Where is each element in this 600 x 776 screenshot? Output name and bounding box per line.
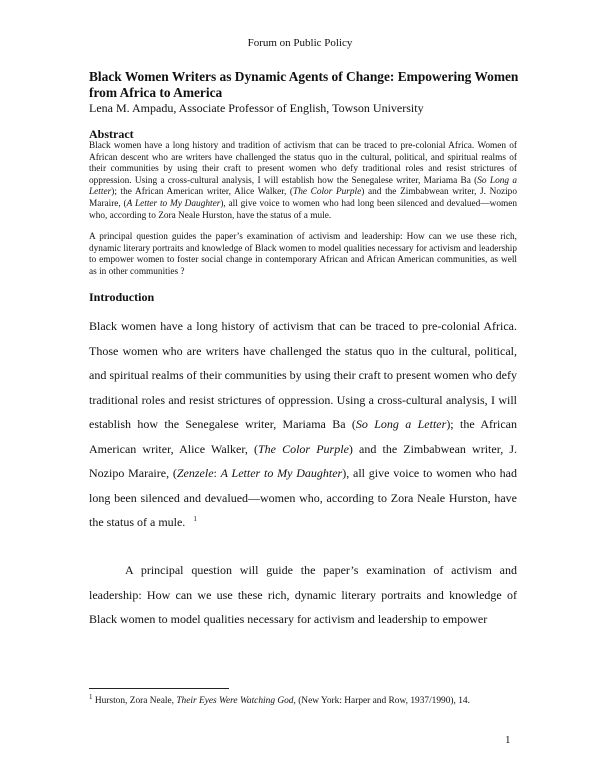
body-text: ) and the Zimbabwean writer, J. Nozipo Maraire, ( (89, 441, 518, 480)
book-title-italic: The Color Purple (257, 441, 349, 456)
footnote-divider (89, 688, 229, 689)
page-number: 1 (505, 734, 511, 746)
abstract-text: ); the African American writer, Alice Walker, ( (111, 187, 294, 198)
footnote-reference[interactable]: 1 (193, 515, 197, 523)
body-text: ), all give voice to women who had long been silenced and devalued—women who, according to Zora Neale Hurston, have the status of a mule. (89, 466, 518, 529)
abstract-text: Black women have a long history and tradition of activism that can be traced to pre-colonial Africa. Women of African descent who are writers have challenged the status quo in the cultural, political, and spiritual realms of their communities by using their craft to present women who defy traditional roles and resist strictures of oppression. Using a cross-cultural analysis, I will establish how the Senegalese writer, Mariama Ba ( (89, 141, 517, 186)
footnote-book-title: Their Eyes Were Watching God (176, 696, 294, 706)
abstract-heading: Abstract (89, 127, 134, 141)
introduction-paragraph-1 (89, 314, 517, 535)
abstract-paragraph-1 (89, 141, 517, 222)
abstract-text: ), all give voice to women who had long been silenced and devalued—women who, according to Zora Neale Hurston, have the status of a mule. (89, 198, 518, 221)
book-title-italic: So Long a Letter (355, 417, 447, 431)
abstract-paragraph-2: A principal question guides the paper’s examination of activism and leadership: How can we use these rich, dynamic literary portraits and knowledge of Black women to model qualities necessary for activism and leadership to empower women to foster social change in contemporary African and African American communities, as well as in other communities ? (89, 232, 517, 277)
paper-title: Black Women Writers as Dynamic Agents of Change: Empowering Women from Africa to America (89, 69, 519, 100)
footnote (89, 692, 470, 707)
introduction-heading: Introduction (89, 290, 155, 304)
book-title-italic: The Color Purple (293, 187, 362, 198)
abstract-text: ) and the Zimbabwean writer, J. Nozipo Maraire, ( (89, 187, 517, 209)
book-title-italic: Zenzele (176, 466, 214, 480)
book-title-italic: So Long a Letter (89, 175, 517, 198)
footnote-text: Hurston, Zora Neale, (92, 696, 177, 706)
book-title-italic: A Letter to My Daughter (126, 198, 221, 209)
running-head: Forum on Public Policy (247, 37, 353, 49)
body-text: : (213, 466, 221, 480)
body-text: ); the African American writer, Alice Walker, ( (89, 417, 517, 456)
introduction-paragraph-2: A principal question will guide the paper’s examination of activism and leadership: How can we use these rich, dynamic literary portraits and knowledge of Black women to model qualities necessary for activism and leadership to empower (89, 563, 517, 626)
footnote-text: , (New York: Harper and Row, 1937/1990), 14. (293, 696, 470, 706)
body-text: Black women have a long history of activism that can be traced to pre-colonial Africa. Those women who are writers have challenged the status quo in the cultural, political, and spiritual realms of their communities by using their craft to present women who defy traditional roles and resist strictures of oppression. Using a cross-cultural analysis, I will establish how the Senegalese writer, Mariama Ba ( (89, 319, 517, 431)
author-line: Lena M. Ampadu, Associate Professor of English, Towson University (89, 101, 424, 115)
book-title-italic: A Letter to My Daughter (220, 466, 343, 480)
footnote-number: 1 (89, 692, 93, 701)
